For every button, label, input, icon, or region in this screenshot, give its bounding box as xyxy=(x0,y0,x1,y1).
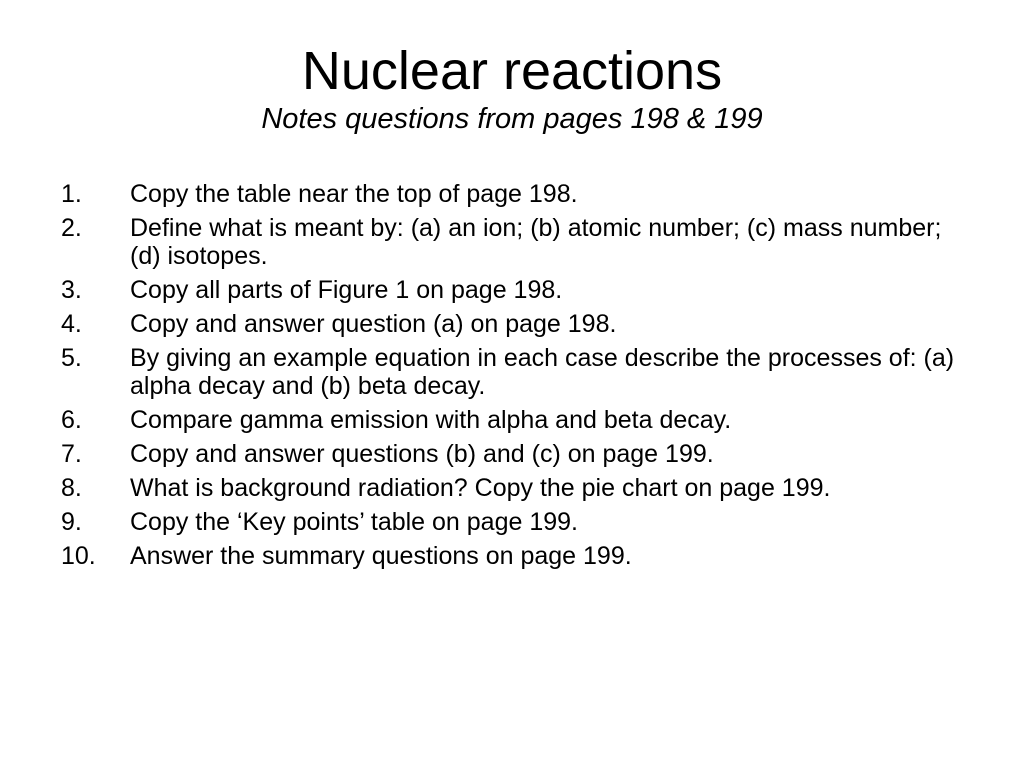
item-number: 8. xyxy=(61,474,82,502)
list-item xyxy=(61,406,961,434)
item-text: Copy the ‘Key points’ table on page 199. xyxy=(130,508,578,536)
list-item xyxy=(61,276,961,304)
list-item xyxy=(61,310,961,338)
title-block xyxy=(0,40,1024,136)
item-number: 9. xyxy=(61,508,82,536)
list-item xyxy=(61,440,961,468)
slide-title: Nuclear reactions xyxy=(301,41,723,101)
list-item xyxy=(61,180,961,208)
list-item xyxy=(61,474,961,502)
question-list xyxy=(61,180,961,576)
item-number: 5. xyxy=(61,344,82,372)
item-number: 7. xyxy=(61,440,82,468)
item-number: 1. xyxy=(61,180,82,208)
item-text: Define what is meant by: (a) an ion; (b) atomic number; (c) mass number; (d) isotopes. xyxy=(130,214,942,270)
list-item xyxy=(61,344,961,400)
list-item xyxy=(61,542,961,570)
item-text: Copy all parts of Figure 1 on page 198. xyxy=(130,276,563,304)
item-text: Copy and answer questions (b) and (c) on page 199. xyxy=(130,440,714,468)
item-number: 6. xyxy=(61,406,82,434)
item-text: Copy the table near the top of page 198. xyxy=(130,180,578,208)
item-text: By giving an example equation in each case describe the processes of: (a) alpha decay and (b) beta decay. xyxy=(130,344,955,400)
item-text: What is background radiation? Copy the pie chart on page 199. xyxy=(130,474,831,502)
item-number: 2. xyxy=(61,214,82,242)
slide-subtitle: Notes questions from pages 198 & 199 xyxy=(261,103,763,135)
item-text: Copy and answer question (a) on page 198. xyxy=(130,310,617,338)
item-number: 4. xyxy=(61,310,82,338)
item-text: Answer the summary questions on page 199. xyxy=(130,542,632,570)
item-number: 3. xyxy=(61,276,82,304)
item-number: 10. xyxy=(61,542,96,570)
list-item xyxy=(61,508,961,536)
list-item xyxy=(61,214,961,270)
item-text: Compare gamma emission with alpha and beta decay. xyxy=(130,406,732,434)
